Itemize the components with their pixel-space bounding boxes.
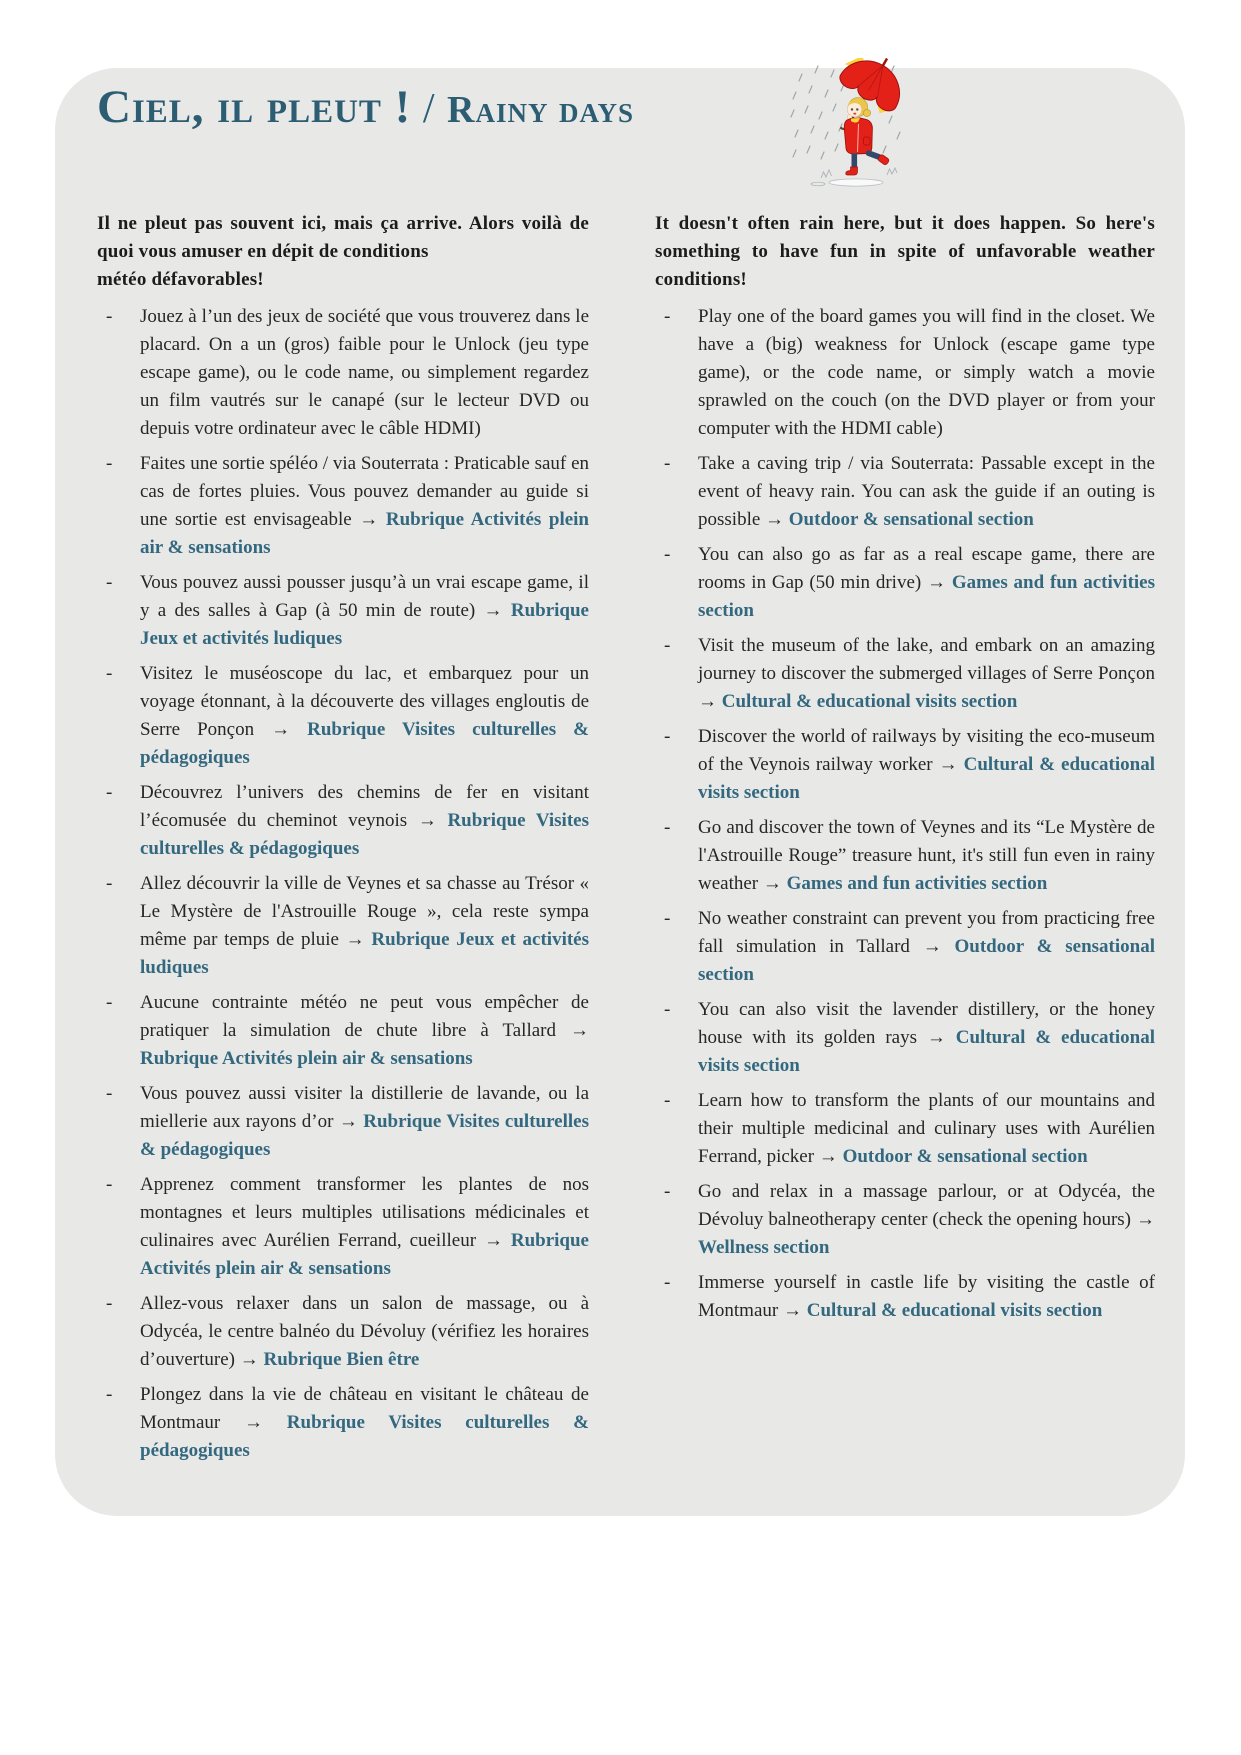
section-link[interactable]: Outdoor & sensational section <box>842 1146 1088 1167</box>
section-link[interactable]: Rubrique Visites culturelles & pédagogiques <box>140 1111 589 1160</box>
list-item: - Faites une sortie spéléo / via Souterrata : Praticable sauf en cas de fortes pluies. Vous pouvez demander au guide si une sortie est envisageable → Rubrique Activités plein air & sensations <box>97 450 589 562</box>
column-english <box>655 210 1155 1472</box>
title-english: Rainy days <box>447 89 634 131</box>
section-link[interactable]: Outdoor & sensational section <box>788 509 1034 530</box>
section-link[interactable]: Games and fun activities section <box>698 572 1156 621</box>
intro-english: It doesn't often rain here, but it does happen. So here's something to have fun in spite of unfavorable weather conditions! <box>655 213 1155 290</box>
list-french <box>97 303 589 1465</box>
section-link[interactable]: Rubrique Visites culturelles & pédagogiques <box>140 810 589 859</box>
list-item: - Immerse yourself in castle life by visiting the castle of Montmaur → Cultural & educational visits section <box>655 1269 1155 1325</box>
list-item: - Vous pouvez aussi visiter la distillerie de lavande, ou la miellerie aux rayons d’or → Rubrique Visites culturelles & pédagogiques <box>97 1080 589 1164</box>
section-link[interactable]: Games and fun activities section <box>786 873 1048 894</box>
list-item: - Apprenez comment transformer les plantes de nos montagnes et leurs multiples utilisations médicinales et culinaires avec Aurélien Ferrand, cueilleur → Rubrique Activités plein air & sensations <box>97 1171 589 1283</box>
list-item: - Visit the museum of the lake, and embark on an amazing journey to discover the submerged villages of Serre Ponçon → Cultural & educational visits section <box>655 632 1155 716</box>
list-item: - You can also visit the lavender distillery, or the honey house with its golden rays → Cultural & educational visits section <box>655 996 1155 1080</box>
list-item: - Go and relax in a massage parlour, or at Odycéa, the Dévoluy balneotherapy center (check the opening hours) → Wellness section <box>655 1178 1155 1262</box>
rainy-girl-illustration <box>788 58 908 190</box>
section-link[interactable]: Rubrique Activités plein air & sensations <box>140 509 589 558</box>
column-french <box>97 210 589 1472</box>
list-item: - Vous pouvez aussi pousser jusqu’à un vrai escape game, il y a des salles à Gap (à 50 min de route) → Rubrique Jeux et activités ludiques <box>97 569 589 653</box>
list-item: - Plongez dans la vie de château en visitant le château de Montmaur → Rubrique Visites culturelles & pédagogiques <box>97 1381 589 1465</box>
list-item: - Allez-vous relaxer dans un salon de massage, ou à Odycéa, le centre balnéo du Dévoluy (vérifiez les horaires d’ouverture) → Rubrique Bien être <box>97 1290 589 1374</box>
section-link[interactable]: Rubrique Visites culturelles & pédagogiques <box>140 1412 589 1461</box>
list-item: - Allez découvrir la ville de Veynes et sa chasse au Trésor « Le Mystère de l'Astrouille Rouge », cela reste sympa même par temps de pluie → Rubrique Jeux et activités ludiques <box>97 870 589 982</box>
list-item: - You can also go as far as a real escape game, there are rooms in Gap (50 min drive) → Games and fun activities section <box>655 541 1155 625</box>
rainy-days-card <box>55 68 1185 1516</box>
list-english <box>655 303 1155 1325</box>
section-link[interactable]: Rubrique Activités plein air & sensations <box>140 1230 589 1279</box>
section-link[interactable]: Rubrique Activités plein air & sensations <box>140 1048 473 1069</box>
umbrella-girl-icon <box>788 58 908 190</box>
section-link[interactable]: Rubrique Jeux et activités ludiques <box>140 600 589 649</box>
section-link[interactable]: Wellness section <box>698 1237 830 1258</box>
section-link[interactable]: Cultural & educational visits section <box>721 691 1018 712</box>
list-item: - Jouez à l’un des jeux de société que vous trouverez dans le placard. On a un (gros) faible pour le Unlock (jeu type escape game), ou le code name, ou simplement regardez un film vautrés sur le canapé (sur le lecteur DVD ou depuis votre ordinateur avec le câble HDMI) <box>97 303 589 443</box>
list-item: - Aucune contrainte météo ne peut vous empêcher de pratiquer la simulation de chute libre à Tallard → Rubrique Activités plein air & sensations <box>97 989 589 1073</box>
list-item: - Visitez le muséoscope du lac, et embarquez pour un voyage étonnant, à la découverte des villages engloutis de Serre Ponçon → Rubrique Visites culturelles & pédagogiques <box>97 660 589 772</box>
list-item: - No weather constraint can prevent you from practicing free fall simulation in Tallard → Outdoor & sensational section <box>655 905 1155 989</box>
section-link[interactable]: Cultural & educational visits section <box>698 1027 1155 1076</box>
list-item: - Discover the world of railways by visiting the eco-museum of the Veynois railway worker → Cultural & educational visits section <box>655 723 1155 807</box>
section-link[interactable]: Rubrique Jeux et activités ludiques <box>140 929 589 978</box>
section-link[interactable]: Rubrique Bien être <box>263 1349 420 1370</box>
list-item: - Découvrez l’univers des chemins de fer en visitant l’écomusée du cheminot veynois → Rubrique Visites culturelles & pédagogiques <box>97 779 589 863</box>
list-item: - Learn how to transform the plants of our mountains and their multiple medicinal and culinary uses with Aurélien Ferrand, picker → Outdoor & sensational section <box>655 1087 1155 1171</box>
list-item: - Take a caving trip / via Souterrata: Passable except in the event of heavy rain. You can ask the guide if an outing is possible → Outdoor & sensational section <box>655 450 1155 534</box>
title-french: Ciel, il pleut ! <box>97 81 412 133</box>
section-link[interactable]: Cultural & educational visits section <box>806 1300 1103 1321</box>
content-columns <box>97 210 1155 1472</box>
title-separator: / <box>411 86 448 132</box>
section-link[interactable]: Cultural & educational visits section <box>698 754 1156 803</box>
list-item: - Go and discover the town of Veynes and its “Le Mystère de l'Astrouille Rouge” treasure hunt, it's still fun even in rainy weather → Games and fun activities section <box>655 814 1155 898</box>
section-link[interactable]: Outdoor & sensational section <box>698 936 1155 985</box>
intro-french: Il ne pleut pas souvent ici, mais ça arrive. Alors voilà de quoi vous amuser en dépit de conditions météo défavorables! <box>97 213 589 290</box>
list-item: - Play one of the board games you will find in the closet. We have a (big) weakness for Unlock (escape game type game), or the code name, or simply watch a movie sprawled on the couch (on the DVD player or from your computer with the HDMI cable) <box>655 303 1155 443</box>
page-title <box>97 82 634 134</box>
section-link[interactable]: Rubrique Visites culturelles & pédagogiques <box>140 719 589 768</box>
